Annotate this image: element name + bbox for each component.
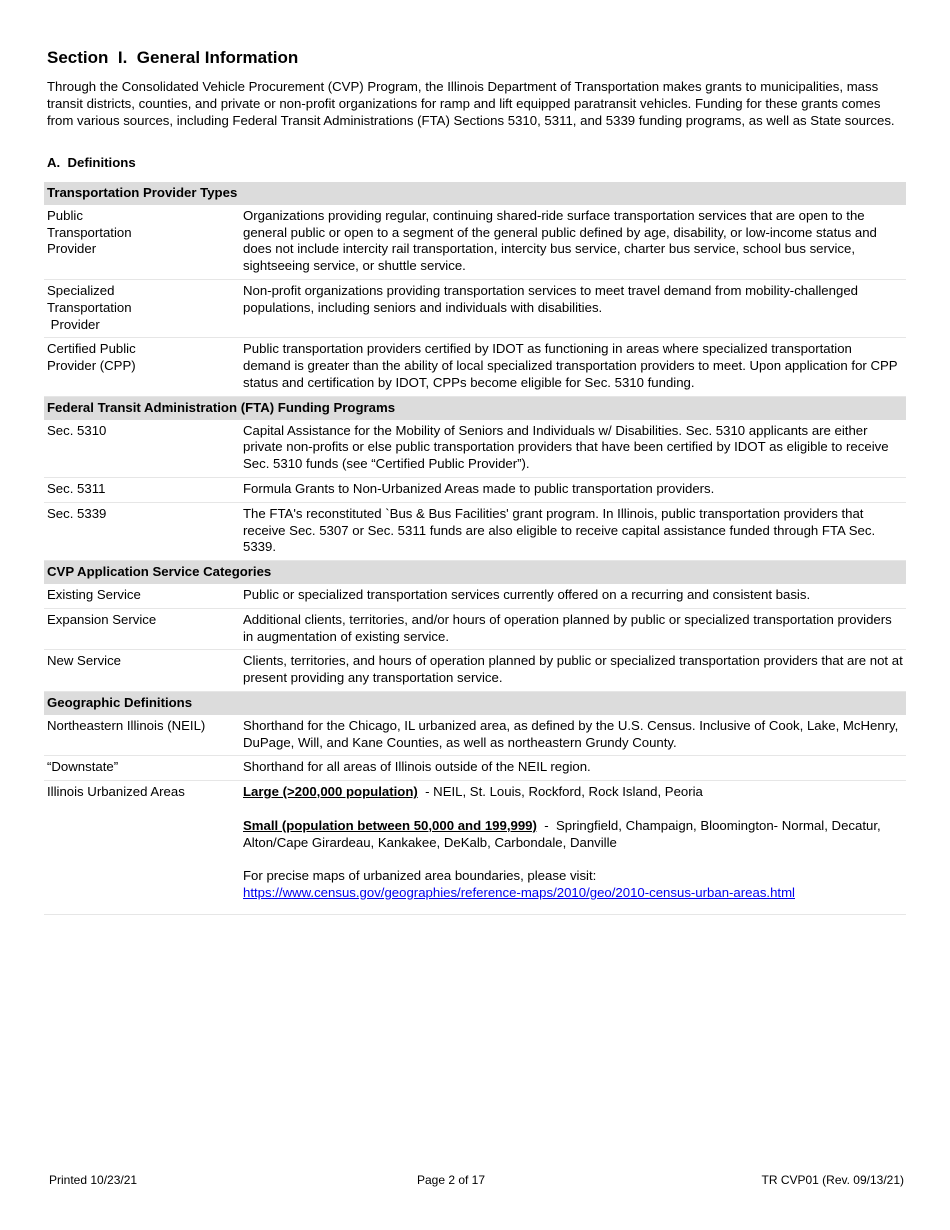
definition-row — [44, 584, 906, 608]
definition-term — [44, 420, 240, 478]
definitions-table-body — [44, 182, 906, 914]
definition-row — [44, 502, 906, 560]
definition-term — [44, 608, 240, 650]
definition-text: Capital Assistance for the Mobility of Seniors and Individuals w/ Disabilities. Sec. 5310 applicants are either private non-profits or else public transportation providers that have been certified by IDOT as eligible to receive Sec. 5310 funds (see “Certified Public Provider”). — [240, 420, 906, 478]
definition-term-line: Public — [47, 207, 83, 223]
definition-term-line: Provider — [47, 241, 97, 257]
definition-row — [44, 608, 906, 650]
definition-text: Formula Grants to Non-Urbanized Areas made to public transportation providers. — [240, 477, 906, 502]
definition-row — [44, 756, 906, 781]
category-title: Geographic Definitions — [44, 691, 906, 714]
definition-text: Clients, territories, and hours of operation planned by public or specialized transportation providers that are not at present providing any transportation service. — [240, 650, 906, 692]
definition-text: Public transportation providers certified by IDOT as functioning in areas where specialized transportation demand is greater than the ability of local specialized transportation providers to meet. Upon application for CPP status and certification by IDOT, CPPs become eligible for Sec. 5310 funding. — [240, 338, 906, 396]
definition-text: Public or specialized transportation services currently offered on a recurring and consistent basis. — [240, 584, 906, 608]
definition-term — [44, 338, 240, 396]
census-maps-link[interactable]: https://www.census.gov/geographies/reference-maps/2010/geo/2010-census-urban-areas.html — [243, 884, 795, 900]
category-header-row — [44, 182, 906, 205]
small-urbanized-text: - Springfield, Champaign, Bloomington- Normal, Decatur, Alton/Cape Girardeau, Kankakee, DeKalb, Carbondale, Danville — [243, 817, 884, 850]
definition-text: Shorthand for the Chicago, IL urbanized area, as defined by the U.S. Census. Inclusive of Cook, Lake, McHenry, DuPage, Will, and Kane Counties, as well as northeastern Grundy County. — [240, 715, 906, 756]
definition-text: Shorthand for all areas of Illinois outside of the NEIL region. — [240, 756, 906, 781]
category-header-row — [44, 561, 906, 584]
definition-term-line: Existing Service — [47, 586, 141, 602]
definition-row — [44, 279, 906, 337]
definition-text — [240, 781, 906, 915]
definition-term-line: Certified Public — [47, 341, 136, 357]
definition-term — [44, 477, 240, 502]
spacer — [243, 801, 903, 818]
definition-term — [44, 715, 240, 756]
definition-term — [44, 279, 240, 337]
definition-term: Illinois Urbanized Areas — [44, 781, 240, 915]
category-title: CVP Application Service Categories — [44, 561, 906, 584]
definition-text: Organizations providing regular, continuing shared-ride surface transportation services that are open to the general public or open to a segment of the general public defined by age, disability, or low-income status and does not include intercity rail transportation, intercity bus service, charter bus service, school bus service, sightseeing service, or shuttle service. — [240, 205, 906, 280]
definition-term-line: Expansion Service — [47, 611, 157, 627]
definition-row — [44, 420, 906, 478]
definition-text: Additional clients, territories, and/or hours of operation planned by public or specialized transportation providers in augmentation of existing service. — [240, 608, 906, 650]
definitions-table — [44, 182, 906, 915]
definition-term-line: Transportation — [47, 224, 132, 240]
footer-page-number: Page 2 of 17 — [416, 1173, 486, 1187]
definition-row — [44, 477, 906, 502]
definition-term-line: Sec. 5339 — [47, 505, 107, 521]
definition-term-line: Northeastern Illinois (NEIL) — [47, 717, 206, 733]
large-urbanized-text: - NEIL, St. Louis, Rockford, Rock Island, Peoria — [417, 784, 703, 800]
category-title: Transportation Provider Types — [44, 182, 906, 205]
spacer — [243, 851, 903, 868]
definition-term-line: Provider (CPP) — [47, 358, 136, 374]
small-urbanized-label: Small (population between 50,000 and 199,999) — [243, 817, 537, 833]
maps-text: For precise maps of urbanized area boundaries, please visit: — [243, 868, 597, 884]
definition-row-urbanized-areas — [44, 781, 906, 915]
definition-row — [44, 338, 906, 396]
definition-term-line: Provider — [47, 316, 100, 332]
intro-paragraph: Through the Consolidated Vehicle Procurement (CVP) Program, the Illinois Department of Transportation makes grants to municipalities, mass transit districts, counties, and private or non-profit organizations for ramp and lift equipped paratransit vehicles. Funding for these grants comes from various sources, including Federal Transit Administrations (FTA) Sections 5310, 5311, and 5339 funding programs, as well as State sources. — [47, 79, 895, 128]
footer-printed-date: Printed 10/23/21 — [49, 1173, 138, 1187]
category-header-row — [44, 691, 906, 714]
definition-term-line: Sec. 5310 — [47, 422, 107, 438]
definition-term — [44, 650, 240, 692]
definition-text: The FTA's reconstituted `Bus & Bus Facilities' grant program. In Illinois, public transportation providers that receive Sec. 5307 or Sec. 5311 funds are also eligible to receive capital assistance funded through FTA Sec. 5339. — [240, 502, 906, 560]
footer-form-id: TR CVP01 (Rev. 09/13/21) — [761, 1173, 904, 1187]
definition-term-line: New Service — [47, 653, 122, 669]
definition-term-line: Specialized — [47, 282, 115, 298]
definition-term — [44, 502, 240, 560]
definition-row — [44, 715, 906, 756]
definition-term-line: “Downstate” — [47, 759, 119, 775]
definition-row — [44, 650, 906, 692]
definition-term — [44, 756, 240, 781]
definition-term-line: Sec. 5311 — [47, 480, 106, 496]
section-title: Section I. General Information — [47, 48, 299, 67]
definition-text: Non-profit organizations providing transportation services to meet travel demand from mobility-challenged populations, including seniors and individuals with disabilities. — [240, 279, 906, 337]
definition-row — [44, 205, 906, 280]
definition-term — [44, 584, 240, 608]
category-title: Federal Transit Administration (FTA) Funding Programs — [44, 396, 906, 419]
large-urbanized-label: Large (>200,000 population) — [243, 784, 418, 800]
category-header-row — [44, 396, 906, 419]
definitions-heading: A. Definitions — [47, 155, 136, 170]
definition-term — [44, 205, 240, 280]
definition-term-line: Transportation — [47, 299, 132, 315]
